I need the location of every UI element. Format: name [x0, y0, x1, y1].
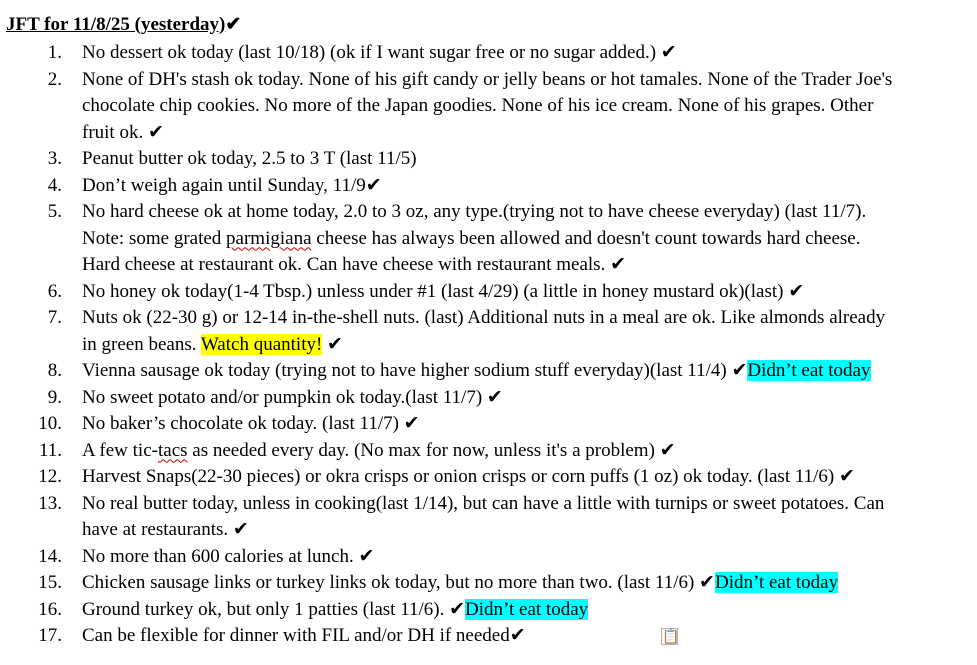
list-item [0, 491, 977, 544]
list-item-line [82, 491, 977, 518]
list-item-line [82, 67, 977, 94]
list-item [0, 146, 977, 173]
item-text: No hard cheese ok at home today, 2.0 to 3 oz, any type.(trying not to have cheese everyday) (last 11/7). [82, 201, 867, 222]
item-text: Note: some grated [82, 227, 227, 249]
list-item-number: 17. [38, 625, 62, 646]
list-item [0, 570, 977, 597]
item-text: Peanut butter ok today, 2.5 to 3 T (last 11/5) [82, 148, 417, 169]
list-item-line [82, 226, 977, 253]
list-item-line [82, 597, 977, 624]
list-item-line [82, 358, 977, 385]
item-text: No real butter today, unless in cooking(last 1/14), but can have a little with turnips or sweet potatoes. Can [82, 492, 885, 514]
document-title [6, 13, 241, 36]
list-item [0, 544, 977, 571]
item-text: No sweet potato and/or pumpkin ok today.(last 11/7) ✔ [82, 386, 503, 408]
clipboard-icon[interactable]: 📋 [662, 630, 680, 645]
item-text: ✔ [322, 333, 343, 355]
highlight-note: Didn’t eat today [747, 360, 871, 381]
item-text: Vienna sausage ok today (trying not to have higher sodium stuff everyday)(last 11/4) ✔ [82, 360, 748, 381]
misspelled-word: tacs [157, 439, 188, 461]
title-checkmark: ✔ [225, 14, 242, 35]
list-item-line [82, 332, 977, 359]
item-text: fruit ok. ✔ [82, 121, 164, 143]
list-item-number: 7. [47, 307, 62, 328]
list-item-line [82, 93, 977, 120]
item-text: No honey ok today(1-4 Tbsp.) unless under #1 (last 4/29) (a little in honey mustard ok)(last) ✔ [82, 280, 805, 302]
item-text: No more than 600 calories at lunch. ✔ [82, 545, 375, 567]
list-item [0, 438, 977, 465]
title-text: JFT for 11/8/25 (yesterday) [6, 14, 226, 35]
list-item-number: 5. [47, 201, 62, 222]
list-item-line [82, 517, 977, 544]
list-item [0, 623, 977, 650]
list-item-number: 8. [47, 360, 62, 381]
list-item-line [82, 570, 977, 597]
list-item [0, 279, 977, 306]
list-item-line [82, 464, 977, 491]
item-text: as needed every day. (No max for now, unless it's a problem) ✔ [187, 439, 676, 461]
list-item-line [82, 120, 977, 147]
list-item-line [82, 199, 977, 226]
list-item [0, 199, 977, 279]
list-item-line [82, 438, 977, 465]
list-item-number: 1. [47, 42, 62, 63]
list-item-number: 15. [38, 572, 62, 593]
list-item-line [82, 40, 977, 67]
list-item-number: 12. [38, 466, 62, 487]
list-item-line [82, 173, 977, 200]
list-item [0, 40, 977, 67]
list-item [0, 464, 977, 491]
list-item-number: 13. [38, 492, 62, 514]
list-item-line [82, 252, 977, 279]
item-text: Chicken sausage links or turkey links ok today, but no more than two. (last 11/6) ✔ [82, 572, 715, 593]
item-text: have at restaurants. ✔ [82, 519, 249, 540]
item-text: A few tic- [82, 439, 158, 461]
list-item-line [82, 146, 977, 173]
list-item-number: 16. [38, 598, 62, 620]
list-item [0, 411, 977, 438]
item-text: chocolate chip cookies. No more of the Japan goodies. None of his ice cream. None of his grapes. Other [82, 95, 874, 116]
item-text: Hard cheese at restaurant ok. Can have cheese with restaurant meals. ✔ [82, 254, 626, 275]
item-text: Harvest Snaps(22-30 pieces) or okra crisps or onion crisps or corn puffs (1 oz) ok today. (last 11/6) ✔ [82, 466, 855, 487]
list-item-line [82, 411, 977, 438]
item-text: Can be flexible for dinner with FIL and/or DH if needed✔ [82, 625, 526, 646]
item-text: None of DH's stash ok today. None of his gift candy or jelly beans or hot tamales. None of the Trader Joe's [82, 68, 893, 90]
list-item-number: 3. [47, 148, 62, 169]
list-item-line [82, 623, 977, 650]
list-item-number: 14. [38, 545, 62, 567]
highlight-warning: Watch quantity! [200, 333, 323, 355]
list-item [0, 597, 977, 624]
list-item [0, 305, 977, 358]
list-item-line [82, 279, 977, 306]
list-item-line [82, 305, 977, 332]
rules-list [0, 40, 977, 650]
list-item-number: 2. [47, 68, 62, 90]
item-text: in green beans. [82, 333, 201, 355]
misspelled-word: parmigiana [226, 227, 312, 249]
item-text: Nuts ok (22-30 g) or 12-14 in-the-shell nuts. (last) Additional nuts in a meal are ok. Like almonds already [82, 307, 886, 328]
item-text: cheese has always been allowed and doesn't count towards hard cheese. [311, 227, 861, 249]
item-text: No baker’s chocolate ok today. (last 11/7) ✔ [82, 413, 420, 434]
list-item-number: 10. [38, 413, 62, 434]
highlight-note: Didn’t eat today [714, 572, 839, 593]
list-item-line [82, 385, 977, 412]
item-text: Don’t weigh again until Sunday, 11/9✔ [82, 174, 382, 196]
list-item-line [82, 544, 977, 571]
list-item [0, 358, 977, 385]
list-item [0, 173, 977, 200]
list-item-number: 4. [47, 174, 62, 196]
list-item-number: 9. [47, 386, 62, 408]
list-item-number: 11. [38, 439, 62, 461]
highlight-note: Didn’t eat today [465, 598, 589, 620]
item-text: No dessert ok today (last 10/18) (ok if I want sugar free or no sugar added.) ✔ [82, 42, 677, 63]
list-item [0, 385, 977, 412]
list-item-number: 6. [47, 280, 62, 302]
list-item [0, 67, 977, 147]
item-text: Ground turkey ok, but only 1 patties (last 11/6). ✔ [82, 598, 466, 620]
